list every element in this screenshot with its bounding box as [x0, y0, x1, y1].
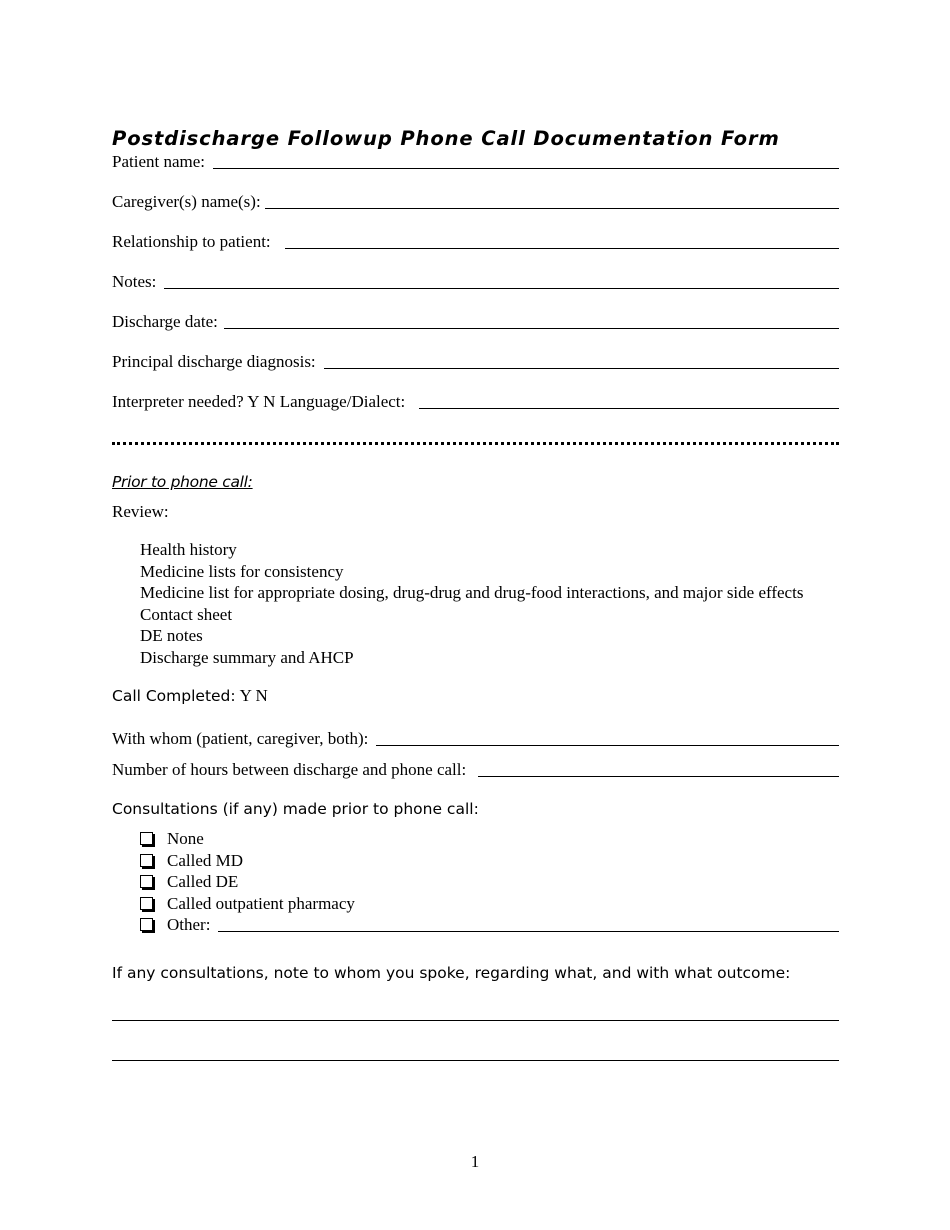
patient-name-line[interactable] [213, 168, 839, 169]
notes-line[interactable] [164, 288, 839, 289]
other-line[interactable] [218, 931, 839, 932]
relationship-field[interactable] [112, 212, 839, 252]
with-whom-label: With whom (patient, caregiver, both): [112, 729, 369, 748]
checkbox-icon[interactable] [140, 875, 153, 888]
review-item: Contact sheet [140, 604, 233, 624]
review-list [140, 539, 839, 668]
diagnosis-field[interactable] [112, 332, 839, 372]
option-label: None [167, 829, 204, 848]
review-item: DE notes [140, 626, 203, 645]
form-page [112, 126, 839, 1061]
consultations-heading: Consultations (if any) made prior to phone call: [112, 800, 479, 818]
outcome-label: If any consultations, note to whom you spoke, regarding what, and with what outcome: [112, 963, 791, 982]
call-completed-options[interactable]: Y N [239, 686, 268, 705]
hours-line[interactable] [478, 776, 839, 777]
option-label: Called MD [167, 850, 244, 870]
with-whom-line[interactable] [376, 745, 839, 746]
checkbox-icon[interactable] [140, 854, 153, 867]
hours-field[interactable] [112, 749, 839, 780]
review-item: Health history [140, 540, 237, 559]
notes-field[interactable] [112, 252, 839, 292]
patient-info-section [112, 152, 839, 412]
review-item: Medicine list for appropriate dosing, drug-drug and drug-food interactions, and major side effects [140, 583, 804, 602]
consult-option-pharmacy[interactable] [140, 893, 839, 915]
discharge-date-field[interactable] [112, 292, 839, 332]
interpreter-label: Interpreter needed? Y N Language/Dialect: [112, 392, 406, 411]
consult-option-md[interactable] [140, 850, 839, 872]
caregiver-name-label: Caregiver(s) name(s): [112, 192, 261, 211]
hours-label: Number of hours between discharge and phone call: [112, 760, 467, 779]
checkbox-icon[interactable] [140, 918, 153, 931]
review-item: Discharge summary and AHCP [140, 647, 354, 667]
call-completed [112, 684, 839, 709]
consult-option-none[interactable] [140, 828, 839, 850]
notes-label: Notes: [112, 272, 157, 291]
outcome-line-1[interactable] [112, 1020, 839, 1021]
consultations-list [140, 828, 839, 936]
form-title: Postdischarge Followup Phone Call Documentation Form [112, 127, 780, 150]
page-number: 1 [470, 1152, 480, 1171]
discharge-date-line[interactable] [224, 328, 839, 329]
relationship-line[interactable] [285, 248, 839, 249]
with-whom-field[interactable] [112, 709, 839, 749]
option-label: Other: [167, 915, 211, 934]
checkbox-icon[interactable] [140, 832, 153, 845]
caregiver-name-field[interactable] [112, 172, 839, 212]
diagnosis-line[interactable] [324, 368, 839, 369]
prior-heading: Prior to phone call: [112, 473, 253, 491]
review-item: Medicine lists for consistency [140, 561, 344, 581]
diagnosis-label: Principal discharge diagnosis: [112, 352, 316, 371]
interpreter-field[interactable] [112, 372, 839, 412]
caregiver-name-line[interactable] [265, 208, 839, 209]
consult-option-other[interactable] [140, 914, 839, 936]
checkbox-icon[interactable] [140, 897, 153, 910]
interpreter-line[interactable] [419, 408, 839, 409]
review-label: Review: [112, 502, 169, 521]
option-label: Called DE [167, 872, 239, 891]
discharge-date-label: Discharge date: [112, 312, 218, 331]
relationship-label: Relationship to patient: [112, 232, 271, 251]
section-divider [112, 442, 839, 445]
option-label: Called outpatient pharmacy [167, 893, 355, 913]
patient-name-field[interactable] [112, 152, 839, 172]
consult-option-de[interactable] [140, 871, 839, 893]
call-completed-label: Call Completed: [112, 687, 236, 705]
outcome-line-2[interactable] [112, 1060, 839, 1061]
patient-name-label: Patient name: [112, 152, 206, 171]
